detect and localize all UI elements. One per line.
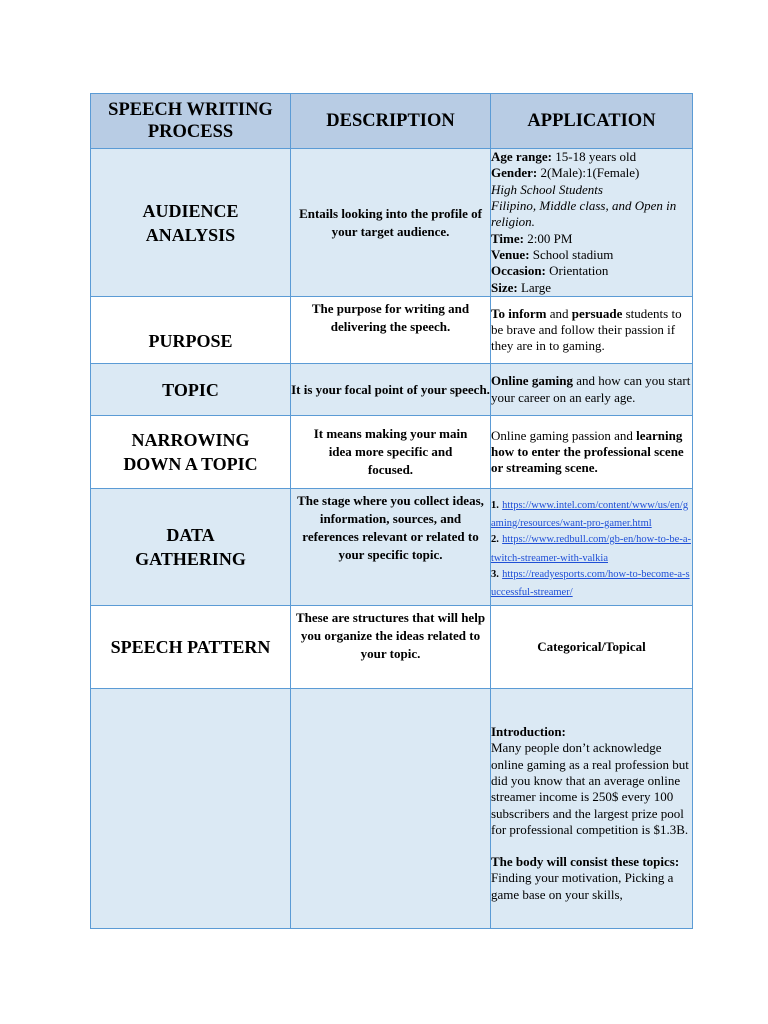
size-value: Large (520, 279, 552, 295)
step-topic: TOPIC (91, 364, 291, 416)
purpose-b2: persuade (571, 305, 623, 321)
topic-b1: Online gaming (491, 373, 573, 389)
row-data-gathering (91, 489, 693, 606)
app-outline (491, 689, 693, 929)
app-audience (491, 149, 693, 297)
step-cell-narrowing (91, 416, 291, 489)
narrowing-t1: Online gaming passion and (491, 427, 633, 443)
app-data (491, 489, 693, 606)
desc-topic: It is your focal point of your speech. (291, 364, 491, 416)
desc-narrowing-text: It means making your main idea more specific and focused. (313, 426, 468, 477)
desc-data: The stage where you collect ideas, information, sources, and references relevant or related to your specific topic. (291, 489, 491, 606)
gender-label: Gender: (491, 165, 538, 181)
desc-narrowing (291, 416, 491, 489)
header-row (91, 94, 693, 149)
step-cell-data (91, 489, 291, 606)
intro-text: Many people don’t acknowledge online gaming as a real profession but did you know that an average online streamer income is 250$ every 100 subscribers and the largest prize pool for professional competition is $1.3B. (491, 740, 689, 837)
venue-label: Venue: (491, 246, 530, 262)
purpose-t1: and (549, 305, 569, 321)
outline-desc-empty (291, 689, 491, 929)
step-audience: AUDIENCE ANALYSIS (142, 200, 239, 245)
time-value: 2:00 PM (527, 230, 573, 246)
desc-purpose: The purpose for writing and delivering the speech. (291, 297, 491, 364)
outline-step-empty (91, 689, 291, 929)
source-link-2[interactable]: https://www.redbull.com/gb-en/how-to-be-a-twitch-streamer-with-valkia (491, 534, 691, 564)
source-link-1[interactable]: https://www.intel.com/content/www/us/en/gaming/resources/want-pro-gamer.html (491, 499, 689, 529)
purpose-t2: students to be brave and follow their passion if they are in to gaming. (491, 305, 682, 354)
header-description: DESCRIPTION (291, 94, 491, 149)
row-purpose (91, 297, 693, 364)
body-label: The body will consist these topics: (491, 854, 680, 870)
desc-audience: Entails looking into the profile of your target audience. (291, 149, 491, 297)
row-outline (91, 689, 693, 929)
app-topic (491, 364, 693, 416)
gender-value: 2(Male):1(Female) (540, 165, 640, 181)
header-application: APPLICATION (491, 94, 693, 149)
app-purpose (491, 297, 693, 364)
row-audience-analysis (91, 149, 693, 297)
topic-t1: and how can you start your career on an early age. (491, 373, 691, 405)
speech-writing-table (90, 93, 693, 929)
link-num-2: 2. (491, 534, 499, 546)
desc-pattern: These are structures that will help you organize the ideas related to your topic. (291, 606, 491, 689)
row-topic (91, 364, 693, 416)
occasion-label: Occasion: (491, 263, 546, 279)
purpose-b1: To inform (491, 305, 547, 321)
intro-label: Introduction: (491, 724, 566, 740)
app-pattern: Categorical/Topical (491, 606, 693, 689)
age-value: 15-18 years old (555, 149, 637, 165)
narrowing-b1: learning how to enter the professional scene or streaming scene. (491, 427, 684, 476)
venue-value: School stadium (532, 246, 614, 262)
size-label: Size: (491, 279, 518, 295)
occasion-value: Orientation (549, 263, 609, 279)
step-pattern: SPEECH PATTERN (91, 606, 291, 689)
hs-text: High School Students (491, 181, 603, 197)
step-cell (91, 149, 291, 297)
age-label: Age range: (491, 149, 553, 165)
step-narrowing: NARROWING DOWN A TOPIC (123, 430, 258, 474)
outline-gap (491, 838, 692, 854)
app-narrowing (491, 416, 693, 489)
body-text: Finding your motivation, Picking a game base on your skills, (491, 870, 674, 902)
link-num-3: 3. (491, 568, 499, 580)
row-narrowing (91, 416, 693, 489)
time-label: Time: (491, 230, 524, 246)
filipino-text: Filipino, Middle class, and Open in religion. (491, 198, 677, 230)
link-num-1: 1. (491, 499, 499, 511)
step-purpose: PURPOSE (91, 297, 291, 364)
source-link-3[interactable]: https://readyesports.com/how-to-become-a-successful-streamer/ (491, 568, 690, 599)
step-data: DATA GATHERING (135, 525, 246, 569)
row-speech-pattern (91, 606, 693, 689)
header-process: SPEECH WRITING PROCESS (91, 94, 291, 149)
